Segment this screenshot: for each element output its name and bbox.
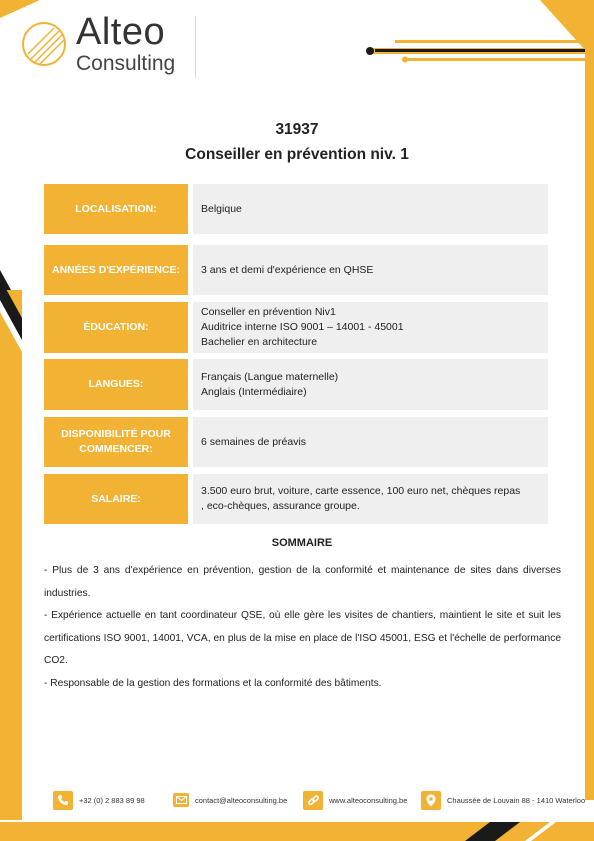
row-label: DISPONIBILITÉ POUR COMMENCER: (44, 417, 188, 467)
summary-item: - Expérience actuelle en tant coordinateur QSE, où elle gère les visites de chantiers, maintient le site et suit les certifications ISO 9001, 14001, VCA, en plus de la mise en place de l'ISO 45001, ESG et l'échelle de performance CO2. (44, 610, 561, 666)
summary-text (44, 560, 561, 695)
row-value-line: Conseller en prévention Niv1 (201, 306, 336, 318)
row-value-line: Belgique (201, 202, 242, 215)
row-value-line: , eco-chèques, assurance groupe. (201, 500, 360, 512)
row-value (193, 474, 548, 524)
row-value-line: Bachelier en architecture (201, 336, 318, 348)
row-value-line: Anglais (Intermédiaire) (201, 385, 307, 398)
row-label: LOCALISATION: (44, 184, 188, 234)
brand-subname: Consulting (76, 52, 176, 75)
envelope-icon (173, 793, 189, 807)
logo-stripes-icon (24, 24, 66, 66)
footer-website[interactable] (303, 790, 407, 810)
row-value-line: Français (Langue maternelle) (201, 370, 339, 383)
logo-mark (22, 22, 66, 66)
info-row-availability (44, 417, 548, 467)
row-label: ANNÉES D'EXPÉRIENCE: (44, 245, 188, 295)
info-row-languages (44, 359, 548, 410)
row-value (193, 359, 548, 410)
footer-phone-text: +32 (0) 2 883 89 98 (79, 795, 145, 805)
row-label: SALAIRE: (44, 474, 188, 524)
info-row-localisation (44, 184, 548, 234)
row-value-line: 3 ans et demi d'expérience en QHSE (201, 263, 374, 276)
row-label: ÉDUCATION: (44, 302, 188, 353)
brand-name: Alteo (76, 11, 166, 53)
row-value (193, 302, 548, 353)
info-row-salary (44, 474, 548, 524)
row-value (193, 184, 548, 234)
link-icon (303, 791, 323, 810)
row-value (193, 245, 548, 295)
row-value-line: 3.500 euro brut, voiture, carte essence, 100 euro net, chèques repas (201, 485, 521, 497)
footer-address[interactable] (421, 790, 585, 810)
row-label: LANGUES: (44, 359, 188, 410)
footer-email[interactable] (173, 790, 287, 810)
row-value-line: Auditrice interne ISO 9001 – 14001 - 45001 (201, 321, 404, 333)
summary-heading: SOMMAIRE (271, 537, 333, 549)
info-row-experience (44, 245, 548, 295)
info-row-education (44, 302, 548, 353)
footer-address-text: Chaussée de Louvain 88 - 1410 Waterloo (447, 795, 586, 805)
summary-item: - Responsable de la gestion des formations et la conformité des bâtiments. (44, 677, 382, 689)
summary-item: - Plus de 3 ans d'expérience en prévention, gestion de la conformité et maintenance de sites dans diverses industries. (44, 565, 561, 599)
row-value-line: 6 semaines de préavis (201, 435, 307, 448)
page-title: Conseiller en prévention niv. 1 (185, 146, 409, 163)
phone-icon (53, 791, 73, 810)
reference-number: 31937 (275, 121, 319, 138)
logo-divider (195, 16, 196, 78)
footer-phone[interactable] (53, 790, 145, 810)
row-value (193, 417, 548, 467)
map-pin-icon (421, 791, 441, 810)
footer-email-text: contact@alteoconsulting.be (195, 795, 288, 805)
footer-website-text: www.alteoconsulting.be (329, 795, 408, 805)
